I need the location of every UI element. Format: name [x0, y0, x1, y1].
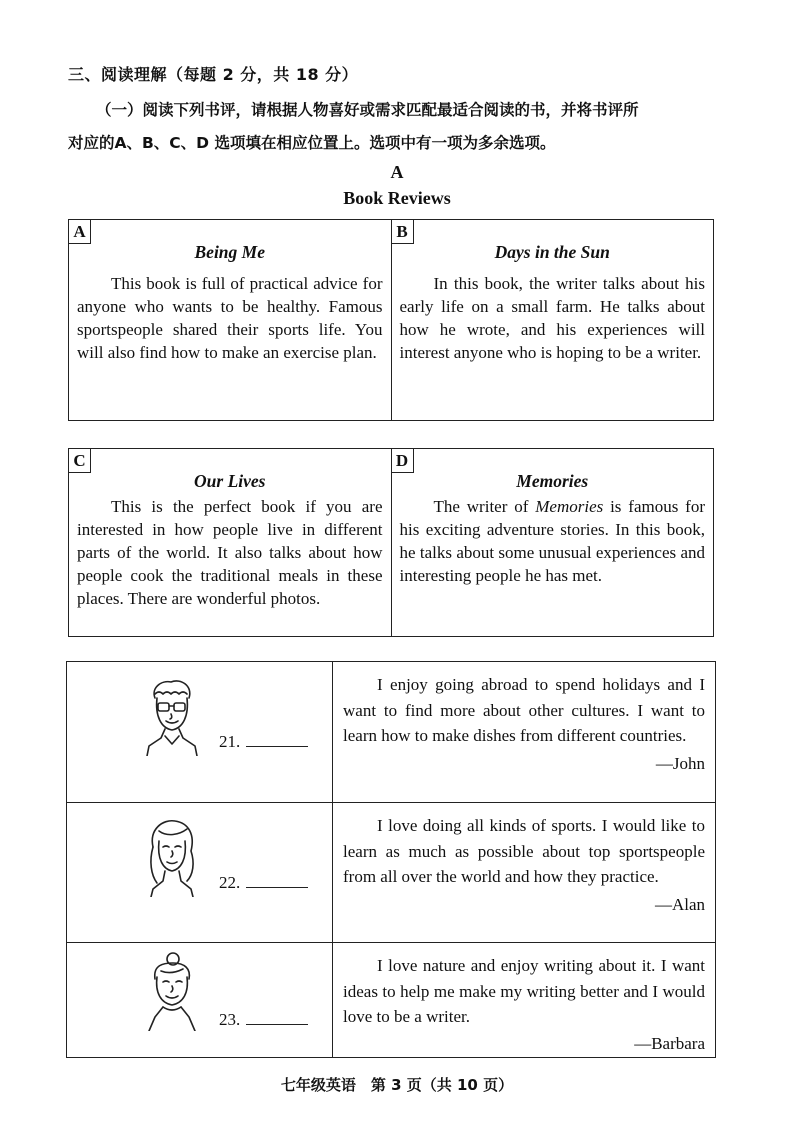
question-number: 22. — [219, 873, 241, 892]
book-review-text: In this book, the writer talks about his early life on a small farm. He talks about how he wrote, and his experiences will interest anyone who is hoping to be a writer. — [399, 274, 705, 362]
book-title: Being Me — [194, 242, 265, 262]
instruction-line-1: （一）阅读下列书评，请根据人物喜好或需求匹配最适合阅读的书，并将书评所 — [96, 101, 639, 119]
person-signature: —Alan — [654, 894, 705, 914]
question-number: 21. — [219, 732, 241, 751]
answer-blank[interactable] — [219, 732, 308, 752]
question-right-cell — [333, 803, 715, 942]
review-table-top — [68, 219, 714, 421]
person-quote: I love doing all kinds of sports. I would like to learn as much as possible about top sportspeople from all over the world and how they practice. — [343, 816, 705, 886]
blank-line[interactable] — [246, 1010, 308, 1025]
answer-blank[interactable] — [219, 1010, 308, 1030]
book-review-text: This book is full of practical advice for anyone who wants to be healthy. Famous sportspeople shared their sports life. You will also find how to make an exercise plan. — [77, 274, 383, 362]
woman-hair-bun-icon — [143, 951, 201, 1031]
question-number: 23. — [219, 1010, 241, 1029]
question-row — [67, 942, 715, 1057]
instruction-line-2: 对应的A、B、C、D 选项填在相应位置上。选项中有一项为多余选项。 — [68, 134, 556, 152]
person-signature: —Barbara — [634, 1033, 705, 1053]
question-left-cell — [67, 662, 333, 802]
review-d — [391, 449, 714, 636]
section-title: 三、阅读理解（每题 2 分，共 18 分） — [68, 65, 359, 84]
matching-table — [66, 661, 716, 1058]
review-text-part: The writer of — [433, 497, 536, 516]
question-row — [67, 802, 715, 942]
review-b — [391, 220, 714, 420]
question-left-cell — [67, 943, 333, 1057]
man-with-glasses-icon — [143, 676, 201, 756]
question-row — [67, 662, 715, 802]
book-review-text — [400, 495, 706, 587]
woman-long-hair-icon — [143, 817, 201, 897]
book-review-text: This is the perfect book if you are interested in how people live in different parts of the world. It also talks about how people cook the traditional meals in these places. There are wonderful photos. — [77, 497, 383, 608]
person-quote: I love nature and enjoy writing about it. I want ideas to help me make my writing better and I would love to be a writer. — [343, 956, 705, 1026]
instructions — [68, 94, 728, 160]
question-right-cell — [333, 943, 715, 1057]
review-tag: C — [69, 449, 91, 473]
passage-letter: A — [390, 162, 404, 182]
review-text-part: is famous for his exciting adventure stories. In this book, he talks about some unusual experiences and interesting people he has met. — [399, 497, 705, 585]
book-title: Days in the Sun — [494, 242, 610, 262]
page-footer: 七年级英语 第 3 页（共 10 页） — [280, 1076, 514, 1094]
review-text-italic: Memories — [535, 497, 604, 516]
blank-line[interactable] — [246, 732, 308, 747]
person-quote: I enjoy going abroad to spend holidays and I want to find more about other cultures. I want to learn how to make dishes from different countries. — [343, 675, 705, 745]
question-left-cell — [67, 803, 333, 942]
review-tag: D — [392, 449, 414, 473]
answer-blank[interactable] — [219, 873, 308, 893]
passage-title: Book Reviews — [343, 188, 451, 208]
book-title: Our Lives — [194, 471, 266, 491]
question-right-cell — [333, 662, 715, 802]
blank-line[interactable] — [246, 873, 308, 888]
review-tag: B — [392, 220, 414, 244]
review-tag: A — [69, 220, 91, 244]
review-c — [69, 449, 391, 636]
book-title: Memories — [516, 471, 589, 491]
person-signature: —John — [655, 753, 705, 773]
review-table-bottom — [68, 448, 714, 637]
review-a — [69, 220, 391, 420]
